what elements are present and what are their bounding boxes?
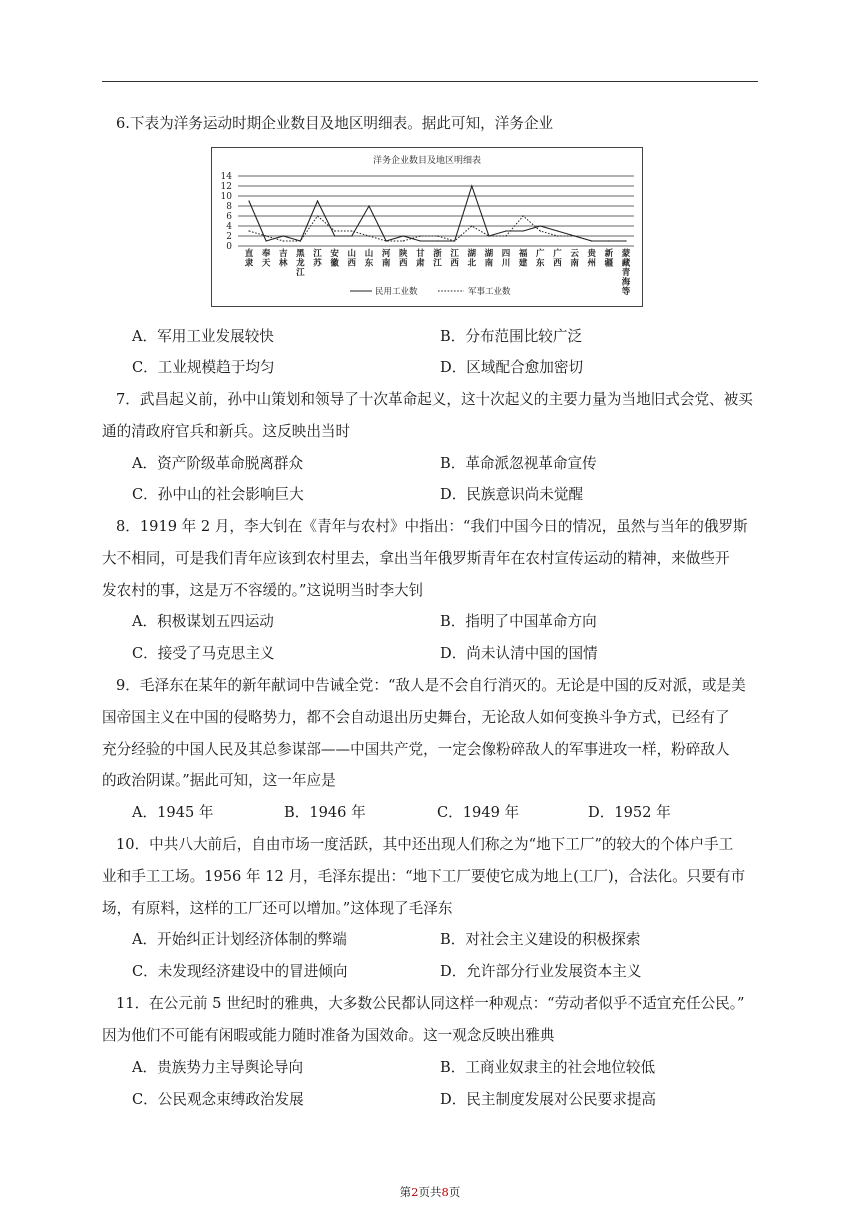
- data-point-s1-10: [420, 235, 421, 236]
- y-tick-label-12: 12: [220, 182, 232, 192]
- legend-label-1: 军事工业数: [468, 287, 511, 297]
- data-point-s0-17: [540, 225, 541, 226]
- x-tick-label-9: 陕西: [398, 249, 408, 269]
- q9-option-b[interactable]: B．1946 年: [284, 804, 366, 821]
- q11-stem-line1: 11．在公元前 5 世纪时的雅典，大多数公民都认同这样一种观点：“劳动者似乎不适宜充任公民。”: [116, 995, 745, 1012]
- y-tick-label-10: 10: [220, 192, 232, 202]
- y-tick-label-0: 0: [226, 242, 232, 252]
- q10-stem-line3: 场，有原料，这样的工厂还可以增加。”这体现了毛泽东: [102, 900, 453, 917]
- y-tick-label-14: 14: [220, 172, 232, 182]
- data-point-s1-4: [317, 215, 318, 216]
- q8-option-b[interactable]: B．指明了中国革命方向: [440, 613, 597, 630]
- data-point-s1-8: [385, 240, 386, 241]
- x-tick-label-22: 蒙藏青海等: [621, 249, 631, 297]
- chart-title: 洋务企业数目及地区明细表: [372, 156, 482, 166]
- data-point-s0-2: [283, 235, 284, 236]
- q9-option-a[interactable]: A．1945 年: [132, 804, 214, 821]
- q11-option-c[interactable]: C．公民观念束缚政治发展: [132, 1091, 304, 1108]
- data-point-s0-11: [437, 240, 438, 241]
- q6-option-c[interactable]: C．工业规模趋于均匀: [132, 359, 275, 376]
- data-point-s1-22: [625, 240, 626, 241]
- current-page-number: 2: [411, 1185, 419, 1199]
- q7-option-d[interactable]: D．民族意识尚未觉醒: [440, 486, 584, 503]
- x-tick-label-18: 广西: [553, 249, 562, 269]
- q8-stem-line1: 8．1919 年 2 月，李大钊在《青年与农村》中指出：“我们中国今日的情况，虽然与当年的俄罗斯: [116, 518, 748, 535]
- data-point-s1-3: [300, 240, 301, 241]
- x-tick-label-1: 奉天: [261, 249, 271, 269]
- q6-option-a[interactable]: A．军用工业发展较快: [132, 328, 274, 345]
- x-tick-label-4: 江苏: [313, 249, 322, 269]
- y-tick-label-2: 2: [226, 232, 232, 242]
- q10-stem-line2: 业和手工工场。1956 年 12 月，毛泽东提出：“地下工厂要使它成为地上(工厂)，合法化。只要有市: [102, 868, 746, 885]
- page-footer: [0, 1184, 860, 1200]
- data-point-s0-4: [317, 200, 318, 201]
- y-tick-label-6: 6: [226, 212, 232, 222]
- x-tick-label-19: 云南: [570, 249, 579, 269]
- q10-option-a[interactable]: A．开始纠正计划经济体制的弊端: [132, 931, 347, 948]
- data-point-s0-1: [266, 240, 267, 241]
- data-point-s1-13: [471, 225, 472, 226]
- q9-stem-line4: 的政治阴谋。”据此可知，这一年应是: [102, 772, 336, 789]
- data-point-s1-18: [557, 235, 558, 236]
- data-point-s1-2: [283, 240, 284, 241]
- data-point-s1-12: [454, 240, 455, 241]
- data-point-s1-20: [591, 240, 592, 241]
- x-tick-label-3: 黑龙江: [296, 249, 305, 278]
- x-tick-label-15: 四川: [501, 249, 511, 269]
- q10-option-c[interactable]: C．未发现经济建设中的冒进倾向: [132, 963, 348, 980]
- y-tick-label-8: 8: [226, 202, 232, 212]
- data-point-s1-6: [351, 230, 352, 231]
- footer-middle: 页共: [418, 1185, 442, 1199]
- q10-stem-line1: 10．中共八大前后，自由市场一度活跃，其中还出现人们称之为“地下工厂”的较大的个体户手工: [116, 836, 734, 853]
- x-tick-label-11: 浙江: [433, 249, 442, 269]
- q8-option-a[interactable]: A．积极谋划五四运动: [132, 613, 274, 630]
- x-tick-label-10: 甘肃: [416, 249, 425, 269]
- data-point-s0-5: [334, 235, 335, 236]
- x-tick-label-17: 广东: [536, 249, 545, 269]
- q10-option-d[interactable]: D．允许部分行业发展资本主义: [440, 963, 642, 980]
- x-tick-label-12: 江西: [450, 249, 459, 269]
- data-point-s0-18: [557, 230, 558, 231]
- q7-option-c[interactable]: C．孙中山的社会影响巨大: [132, 486, 304, 503]
- x-tick-label-6: 山西: [347, 249, 357, 269]
- data-point-s1-21: [608, 240, 609, 241]
- q11-option-b[interactable]: B．工商业奴隶主的社会地位较低: [440, 1059, 656, 1076]
- chart-frame: [211, 147, 643, 307]
- q8-option-d[interactable]: D．尚未认清中国的国情: [440, 645, 598, 662]
- data-point-s0-10: [420, 240, 421, 241]
- x-tick-label-16: 福建: [518, 249, 528, 269]
- x-tick-label-20: 贵州: [587, 249, 596, 269]
- data-point-s0-7: [368, 205, 369, 206]
- data-point-s1-9: [403, 240, 404, 241]
- q9-stem-line3: 充分经验的中国人民及其总参谋部——中国共产党，一定会像粉碎敌人的军事进攻一样，粉碎敌人: [102, 741, 730, 758]
- q11-option-a[interactable]: A．贵族势力主导舆论导向: [132, 1059, 304, 1076]
- data-point-s0-6: [351, 235, 352, 236]
- x-tick-label-2: 吉林: [279, 249, 288, 269]
- q8-stem-line3: 发农村的事，这是万不容缓的。”这说明当时李大钊: [102, 582, 424, 599]
- data-point-s0-13: [471, 185, 472, 186]
- x-tick-label-7: 山东: [364, 249, 374, 269]
- data-point-s1-15: [505, 235, 506, 236]
- x-tick-label-13: 湖北: [467, 249, 477, 269]
- y-tick-label-4: 4: [226, 222, 232, 232]
- q9-option-d[interactable]: D．1952 年: [588, 804, 671, 821]
- data-point-s0-0: [248, 200, 249, 201]
- data-point-s1-17: [540, 230, 541, 231]
- q9-stem-line1: 9．毛泽东在某年的新年献词中告诫全党：“敌人是不会自行消灭的。无论是中国的反对派，或是美: [116, 677, 746, 694]
- footer-suffix: 页: [448, 1185, 461, 1199]
- data-point-s0-9: [403, 235, 404, 236]
- data-point-s1-16: [523, 215, 524, 216]
- q11-option-d[interactable]: D．民主制度发展对公民要求提高: [440, 1091, 657, 1108]
- q8-stem-line2: 大不相同，可是我们青年应该到农村里去，拿出当年俄罗斯青年在农村宣传运动的精神，来做些开: [102, 550, 730, 567]
- line-chart: [212, 148, 642, 306]
- x-tick-label-5: 安徽: [330, 249, 339, 269]
- x-tick-label-14: 湖南: [484, 249, 494, 269]
- q7-stem-line2: 通的清政府官兵和新兵。这反映出当时: [102, 423, 351, 440]
- data-point-s1-0: [248, 230, 249, 231]
- q8-option-c[interactable]: C．接受了马克思主义: [132, 645, 275, 662]
- q10-option-b[interactable]: B．对社会主义建设的积极探索: [440, 931, 641, 948]
- q9-option-c[interactable]: C．1949 年: [437, 804, 520, 821]
- data-point-s1-11: [437, 235, 438, 236]
- data-point-s1-7: [368, 235, 369, 236]
- x-tick-label-0: 直隶: [244, 249, 254, 269]
- total-page-number: 8: [441, 1185, 449, 1199]
- q6-stem: 6.下表为洋务运动时期企业数目及地区明细表。据此可知，洋务企业: [116, 115, 554, 132]
- x-tick-label-21: 新疆: [604, 249, 614, 269]
- q7-option-b[interactable]: B．革命派忽视革命宣传: [440, 455, 597, 472]
- x-tick-label-8: 河南: [381, 249, 391, 269]
- footer-prefix: 第: [399, 1185, 412, 1199]
- q6-option-b[interactable]: B．分布范围比较广泛: [440, 328, 583, 345]
- q6-option-d[interactable]: D．区域配合愈加密切: [440, 359, 584, 376]
- q11-stem-line2: 因为他们不可能有闲暇或能力随时准备为国效命。这一观念反映出雅典: [102, 1027, 555, 1044]
- q7-option-a[interactable]: A．资产阶级革命脱离群众: [132, 455, 304, 472]
- data-point-s0-16: [523, 230, 524, 231]
- q7-stem-line1: 7．武昌起义前，孙中山策划和领导了十次革命起义，这十次起义的主要力量为当地旧式会党、被买: [116, 391, 753, 408]
- data-point-s1-14: [488, 235, 489, 236]
- header-rule: [102, 81, 758, 82]
- data-point-s1-1: [266, 235, 267, 236]
- data-point-s1-19: [574, 235, 575, 236]
- legend-label-0: 民用工业数: [375, 287, 418, 297]
- data-point-s1-5: [334, 230, 335, 231]
- q9-stem-line2: 国帝国主义在中国的侵略势力，都不会自动退出历史舞台，无论敌人如何变换斗争方式，已经有了: [102, 709, 730, 726]
- data-point-s0-15: [505, 230, 506, 231]
- series-line-0: [249, 186, 626, 241]
